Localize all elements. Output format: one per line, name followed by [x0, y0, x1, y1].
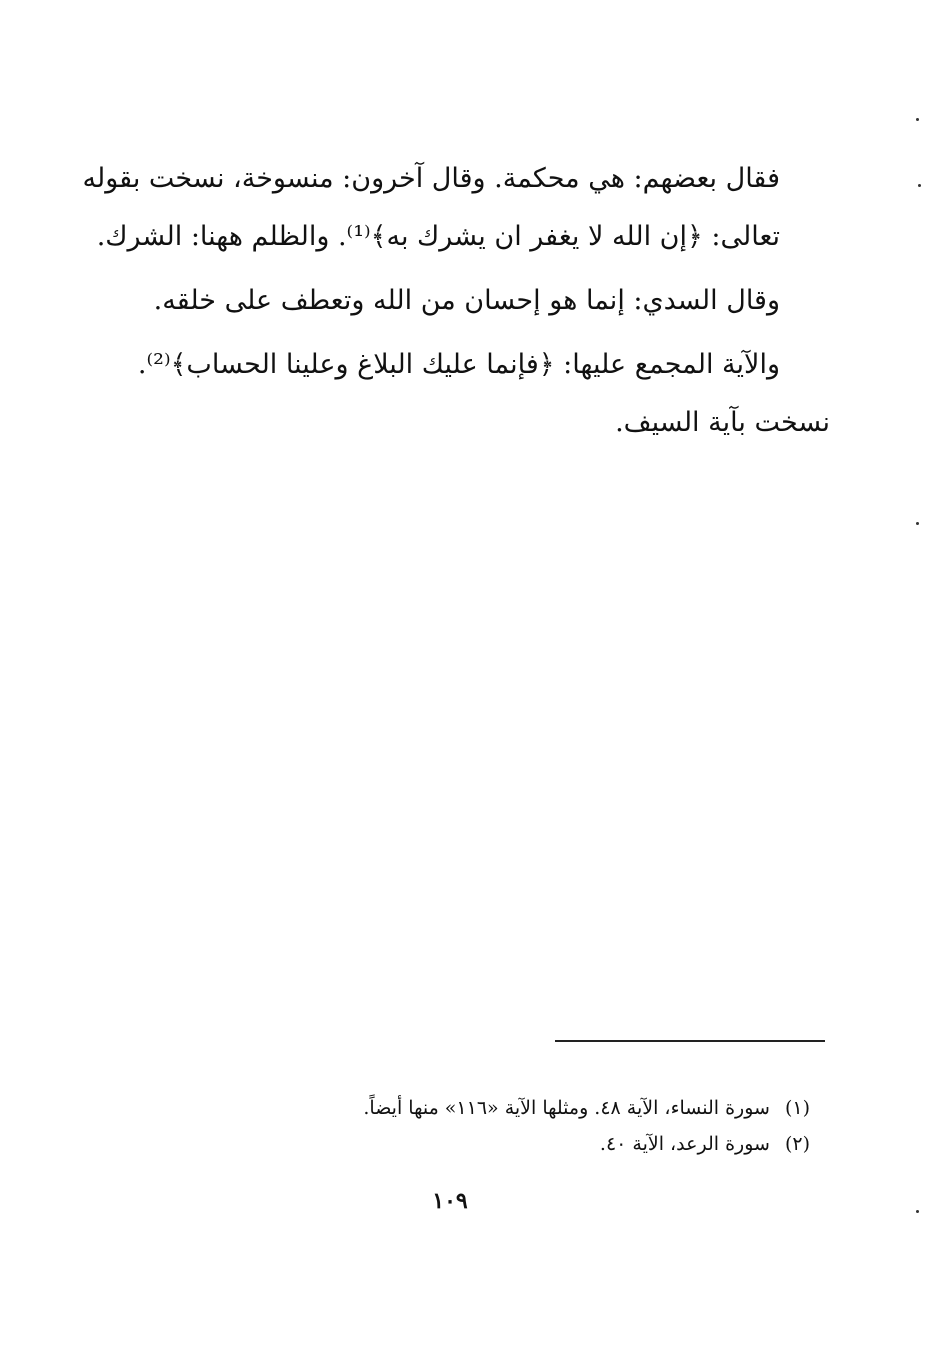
- text-line: وقال السدي: إنما هو إحسان من الله وتعطف على خلقه.: [153, 285, 780, 316]
- paragraph-2: [78, 272, 830, 330]
- page-number: ١٠٩: [432, 1188, 468, 1214]
- footnote-number: (١): [784, 1097, 810, 1119]
- scan-speck: [916, 522, 919, 525]
- text-line: والآية المجمع عليها: ﴿فإنما عليك البلاغ وعلينا الحساب﴾⁽²⁾.: [137, 349, 780, 380]
- main-text: [78, 150, 830, 458]
- scan-speck: [916, 118, 919, 121]
- footnotes: [200, 1090, 810, 1162]
- scan-speck: [918, 184, 921, 187]
- text-line: فقال بعضهم: هي محكمة. وقال آخرون: منسوخة، نسخت بقوله: [82, 163, 780, 194]
- text-line: تعالى: ﴿إن الله لا يغفر ان يشرك به﴾⁽¹⁾. والظلم ههنا: الشرك.: [96, 221, 780, 252]
- footnote-number: (٢): [784, 1133, 810, 1155]
- footnote-2: [200, 1126, 810, 1162]
- footnote-text: سورة الرعد، الآية ٤٠.: [599, 1133, 770, 1155]
- text-line: نسخت بآية السيف.: [615, 407, 830, 438]
- scan-speck: [916, 1210, 919, 1213]
- footnote-separator: [555, 1040, 825, 1042]
- footnote-text: سورة النساء، الآية ٤٨. ومثلها الآية «١١٦» منها أيضاً.: [363, 1097, 770, 1119]
- paragraph-1: [78, 150, 830, 266]
- paragraph-3: [78, 336, 830, 452]
- footnote-1: [200, 1090, 810, 1126]
